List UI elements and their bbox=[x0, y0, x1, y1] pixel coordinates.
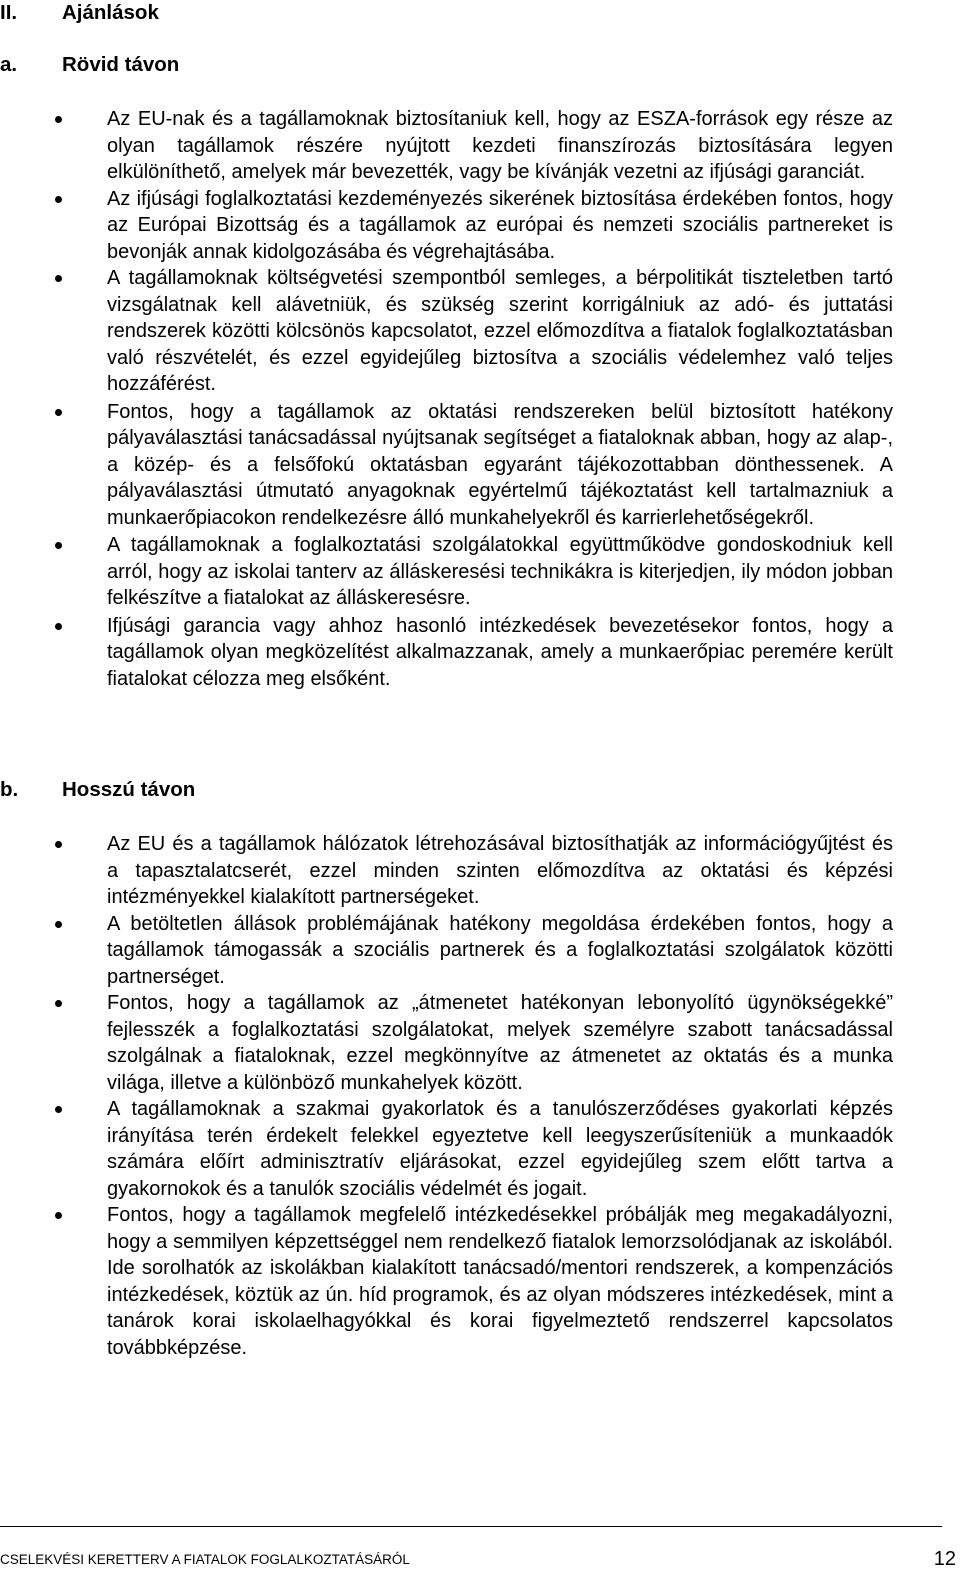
section-title: Ajánlások bbox=[62, 1, 159, 24]
list-item bbox=[55, 1202, 893, 1361]
list-item-text: A tagállamoknak költségvetési szempontból semleges, a bérpolitikát tiszteletben tartó vizsgálatnak kell alávetniük, és szükség szerint korrigálniuk az adó- és juttatási rendszerek közötti kölcsönös kapcsolatot, ezzel előmozdítva a fiatalok foglalkoztatásban való részvételét, és ezzel egyidejűleg biztosítva a szociális védelemhez való teljes hozzáférést. bbox=[107, 267, 893, 395]
bullet-icon bbox=[55, 196, 62, 203]
footer-title: CSELEKVÉSI KERETTERV A FIATALOK FOGLALKOZTATÁSÁRÓL bbox=[0, 1552, 410, 1567]
bullet-icon bbox=[55, 542, 62, 549]
bullet-icon bbox=[55, 841, 62, 848]
footer-rule bbox=[0, 1526, 942, 1527]
long-term-heading bbox=[0, 777, 195, 803]
list-item bbox=[55, 186, 893, 266]
list-item-text: A tagállamoknak a foglalkoztatási szolgálatokkal együttműködve gondoskodniuk kell arról, hogy az iskolai tanterv az álláskeresési technikákra is kiterjedjen, ily módon jobban felkészítve a fiatalokat az álláskeresésre. bbox=[107, 534, 893, 609]
bullet-icon bbox=[55, 275, 62, 282]
list-item bbox=[55, 911, 893, 991]
bullet-icon bbox=[55, 1212, 62, 1219]
bullet-icon bbox=[55, 623, 62, 630]
list-item-text: Fontos, hogy a tagállamok az „átmenetet hatékonyan lebonyolító ügynökségekké” fejlesszék a foglalkoztatási szolgálatokat, melyek személyre szabott tanácsadással szolgálnak a fiataloknak, ezzel megkönnyítve az átmenetet az oktatás és a munka világa, illetve a különböző munkahelyek között. bbox=[107, 992, 893, 1094]
long-term-letter: b. bbox=[0, 778, 19, 801]
list-item bbox=[55, 613, 893, 693]
list-item bbox=[55, 990, 893, 1096]
list-item-text: Ifjúsági garancia vagy ahhoz hasonló intézkedések bevezetésekor fontos, hogy a tagállamok olyan megközelítést alkalmazzanak, amely a munkaerőpiac peremére került fiatalokat célozza meg elsőként. bbox=[107, 614, 893, 690]
section-number: II. bbox=[0, 1, 18, 24]
list-item bbox=[55, 106, 893, 186]
short-term-heading bbox=[0, 52, 179, 78]
list-item-text: A tagállamoknak a szakmai gyakorlatok és a tanulószerződéses gyakorlati képzés irányítása terén érdekelt felekkel egyeztetve kell leegyszerűsíteniük a munkaadók számára előírt adminisztratív eljárásokat, ezzel egyidejűleg szem előtt tartva a gyakornokok és a tanulók szociális védelmét és jogait. bbox=[107, 1098, 893, 1200]
list-item-text: Fontos, hogy a tagállamok megfelelő intézkedésekkel próbálják meg megakadályozni, hogy a semmilyen képzettséggel nem rendelkező fiatalok lemorzsolódjanak az iskolából. Ide sorolhatók az iskolákban kialakított tanácsadó/mentori rendszerek, a kompenzációs intézkedések, köztük az ún. híd programok, és az olyan módszeres intézkedések, mint a tanárok korai iskolaelhagyókkal és korai figyelmeztető rendszerrel kapcsolatos továbbképzése. bbox=[107, 1204, 893, 1359]
short-term-title: Rövid távon bbox=[62, 53, 180, 76]
list-item bbox=[55, 532, 893, 612]
bullet-icon bbox=[55, 116, 62, 123]
list-item-text: Az ifjúsági foglalkoztatási kezdeményezés sikerének biztosítása érdekében fontos, hogy az Európai Bizottság és a tagállamok az európai és nemzeti szociális partnereket is bevonják annak kidolgozásába és végrehajtásába. bbox=[107, 187, 893, 263]
section-heading bbox=[0, 0, 159, 26]
list-item bbox=[55, 265, 893, 398]
bullet-icon bbox=[55, 921, 62, 928]
list-item-text: Az EU és a tagállamok hálózatok létrehozásával biztosíthatják az információgyűjtést és a tapasztalatcserét, ezzel minden szinten előmozdítva az oktatási és képzési intézményekkel kialakított partnerségeket. bbox=[107, 833, 893, 908]
bullet-icon bbox=[55, 1106, 62, 1113]
list-item-text: Az EU-nak és a tagállamoknak biztosítaniuk kell, hogy az ESZA-források egy része az olyan tagállamok részére nyújtott kezdeti finanszírozás biztosítására legyen elkülöníthető, amelyek már bevezették, vagy be kívánják vezetni az ifjúsági garanciát. bbox=[107, 108, 893, 183]
list-item bbox=[55, 1096, 893, 1202]
list-item bbox=[55, 831, 893, 911]
short-term-letter: a. bbox=[0, 53, 18, 76]
list-item-text: A betöltetlen állások problémájának hatékony megoldása érdekében fontos, hogy a tagállamok támogassák a szociális partnerek és a foglalkoztatási szolgálatok közötti partnerséget. bbox=[107, 912, 893, 988]
list-item-text: Fontos, hogy a tagállamok az oktatási rendszereken belül biztosított hatékony pályaválasztási tanácsadással nyújtsanak segítséget a fiataloknak abban, hogy az alap-, a közép- és a felsőfokú oktatásban egyaránt tájékozottabban dönthessenek. A pályaválasztási útmutató anyagoknak egyértelmű tájékoztatást kell tartalmazniuk a munkaerőpiacokon rendelkezésre álló munkahelyekről és karrierlehetőségekről. bbox=[107, 400, 893, 529]
bullet-icon bbox=[55, 1000, 62, 1007]
page-number: 12 bbox=[933, 1548, 956, 1570]
bullet-icon bbox=[55, 409, 62, 416]
long-term-title: Hosszú távon bbox=[62, 778, 196, 801]
short-term-list bbox=[55, 106, 893, 692]
list-item bbox=[55, 399, 893, 532]
long-term-list bbox=[55, 831, 893, 1361]
